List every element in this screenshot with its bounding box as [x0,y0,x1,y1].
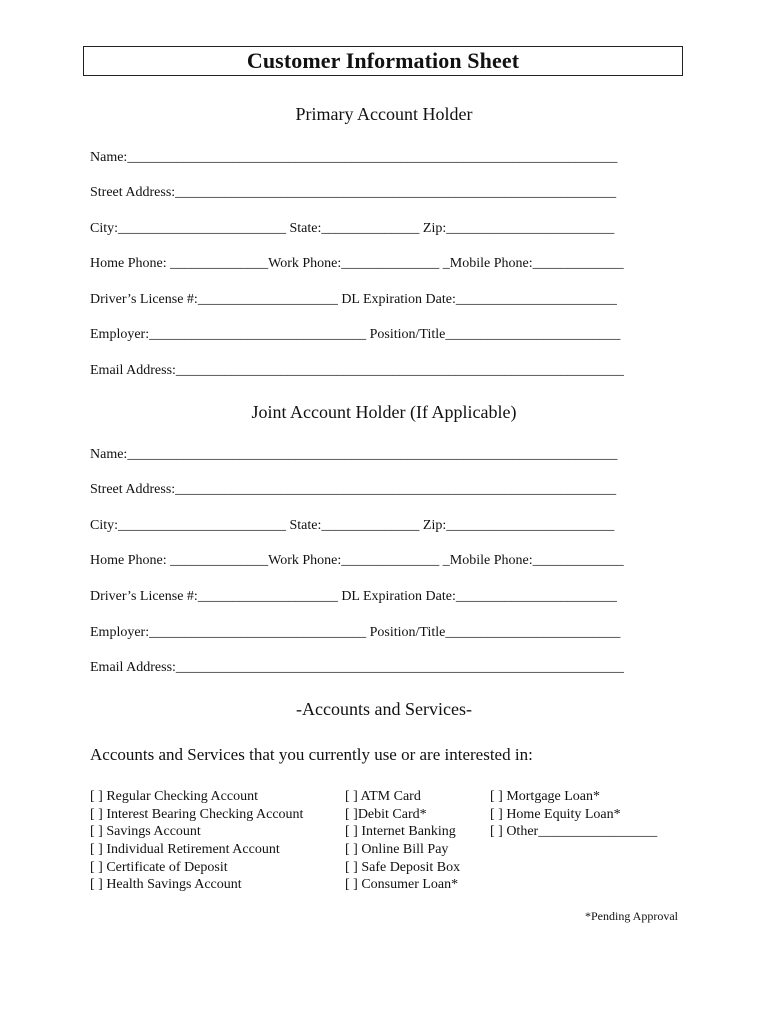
checkbox-internet-banking[interactable]: [ ] Internet Banking [345,824,456,840]
primary-phone-field[interactable]: Home Phone: ______________Work Phone:______________ _Mobile Phone:_____________ [90,256,624,271]
checkbox-ira[interactable]: [ ] Individual Retirement Account [90,842,280,858]
services-column-accounts [90,788,303,894]
services-heading: -Accounts and Services- [296,699,472,719]
services-column-loans [490,788,657,841]
checkbox-savings[interactable]: [ ] Savings Account [90,824,201,840]
checkbox-consumer-loan[interactable]: [ ] Consumer Loan* [345,877,459,893]
primary-heading: Primary Account Holder [295,104,473,124]
joint-heading: Joint Account Holder (If Applicable) [251,402,517,422]
primary-license-field[interactable]: Driver’s License #:____________________ DL Expiration Date:_______________________ [90,292,617,307]
checkbox-safe-deposit-box[interactable]: [ ] Safe Deposit Box [345,859,461,875]
checkbox-mortgage-loan[interactable]: [ ] Mortgage Loan* [490,789,601,804]
joint-phone-field[interactable]: Home Phone: ______________Work Phone:______________ _Mobile Phone:_____________ [90,553,624,568]
checkbox-other[interactable]: [ ] Other_________________ [490,824,658,840]
services-intro: Accounts and Services that you currently use or are interested in: [90,745,533,764]
primary-email-field[interactable]: Email Address:________________________________________________________________ [90,363,624,378]
page-title: Customer Information Sheet [246,48,520,73]
checkbox-online-bill-pay[interactable]: [ ] Online Bill Pay [345,842,449,858]
joint-street-address-field[interactable]: Street Address:_______________________________________________________________ [90,482,617,497]
title-box [83,46,683,76]
joint-city-state-zip-field[interactable]: City:________________________ State:______________ Zip:________________________ [90,518,615,533]
checkbox-certificate-of-deposit[interactable]: [ ] Certificate of Deposit [90,859,228,875]
checkbox-debit-card[interactable]: [ ]Debit Card* [345,806,427,822]
primary-employer-field[interactable]: Employer:_______________________________ Position/Title_________________________ [90,327,621,342]
primary-name-field[interactable]: Name:______________________________________________________________________ [90,150,618,165]
checkbox-atm-card[interactable]: [ ] ATM Card [345,789,421,804]
joint-name-field[interactable]: Name:______________________________________________________________________ [90,447,618,462]
primary-street-address-field[interactable]: Street Address:_______________________________________________________________ [90,185,617,200]
pending-approval-note: *Pending Approval [585,909,678,923]
checkbox-health-savings[interactable]: [ ] Health Savings Account [90,877,242,893]
joint-license-field[interactable]: Driver’s License #:____________________ DL Expiration Date:_______________________ [90,589,617,604]
checkbox-regular-checking[interactable]: [ ] Regular Checking Account [90,789,258,804]
services-column-services [345,788,460,894]
joint-employer-field[interactable]: Employer:_______________________________ Position/Title_________________________ [90,625,621,640]
primary-city-state-zip-field[interactable]: City:________________________ State:______________ Zip:________________________ [90,221,615,236]
checkbox-home-equity-loan[interactable]: [ ] Home Equity Loan* [490,806,621,822]
joint-email-field[interactable]: Email Address:________________________________________________________________ [90,660,624,675]
checkbox-interest-checking[interactable]: [ ] Interest Bearing Checking Account [90,806,304,822]
